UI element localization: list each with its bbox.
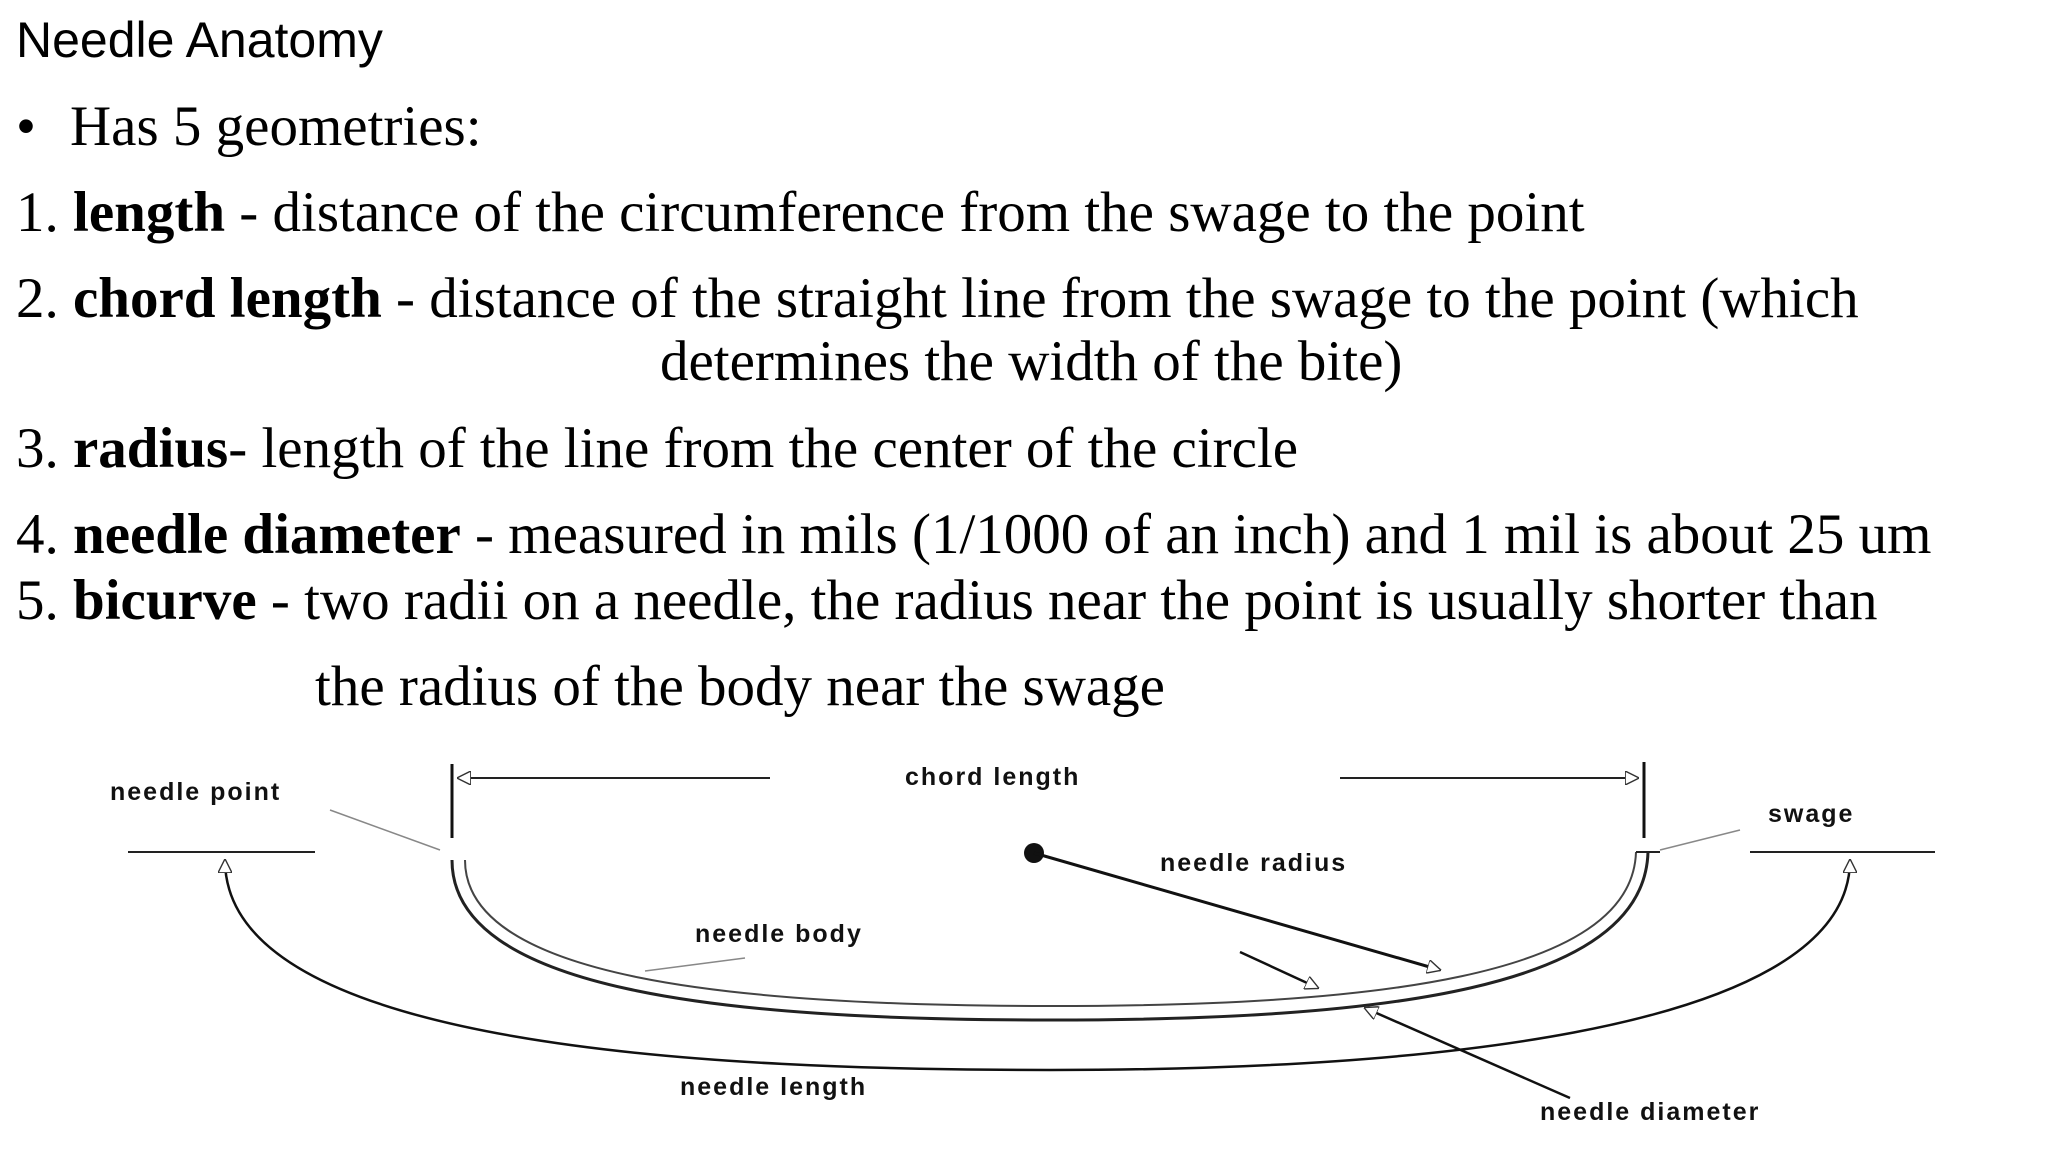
bullet-symbol: •: [16, 95, 36, 158]
item-term: chord length: [73, 267, 382, 330]
needle-body-outer: [452, 852, 1648, 1020]
list-item: [16, 416, 1298, 482]
needle-body-label: needle body: [695, 920, 863, 948]
item-number: 2.: [16, 267, 59, 330]
needle-point-label: needle point: [110, 778, 282, 806]
chord-length-label: chord length: [905, 763, 1081, 791]
needle-diameter-label: needle diameter: [1540, 1098, 1761, 1126]
item-separator: -: [460, 503, 509, 566]
intro-text: Has 5 geometries:: [70, 95, 482, 158]
needle-radius-label: needle radius: [1160, 849, 1348, 877]
intro-line: [16, 94, 482, 160]
item-description: distance of the straight line from the swage to the point (which: [429, 267, 1859, 330]
item-number: 1.: [16, 181, 59, 244]
item-separator: -: [228, 417, 262, 480]
swage-leader: [1660, 830, 1740, 850]
item-description: length of the line from the center of the circle: [261, 417, 1299, 480]
needle-point-leader: [330, 810, 440, 850]
item-number: 3.: [16, 417, 59, 480]
item-number: 4.: [16, 503, 59, 566]
diameter-top-arrow: [1240, 952, 1318, 988]
needle-length-arc: [225, 860, 1850, 1070]
item-term: length: [73, 181, 226, 244]
diameter-bottom-arrow: [1365, 1008, 1570, 1098]
swage-label: swage: [1768, 800, 1855, 828]
item-separator: -: [225, 181, 273, 244]
item-term: radius: [73, 417, 229, 480]
list-item: [16, 266, 1859, 332]
item-separator: -: [256, 569, 305, 632]
needle-length-label: needle length: [680, 1073, 868, 1101]
item-separator: -: [381, 267, 430, 330]
list-item: [16, 502, 1931, 568]
item-term: needle diameter: [73, 503, 461, 566]
item-term: bicurve: [73, 569, 257, 632]
list-item: [16, 180, 1585, 246]
item-description: distance of the circumference from the swage to the point: [272, 181, 1585, 244]
needle-body-leader: [645, 958, 745, 971]
list-item: [16, 568, 1878, 634]
needle-body-inner: [465, 852, 1636, 1006]
item-continuation: determines the width of the bite): [660, 330, 1403, 393]
page-title: Needle Anatomy: [16, 12, 383, 68]
item-continuation: the radius of the body near the swage: [315, 655, 1165, 718]
item-number: 5.: [16, 569, 59, 632]
item-description: two radii on a needle, the radius near the point is usually shorter than: [304, 569, 1878, 632]
item-description: measured in mils (1/1000 of an inch) and 1 mil is about 25 um: [508, 503, 1932, 566]
needle-anatomy-diagram: [0, 720, 2048, 1152]
